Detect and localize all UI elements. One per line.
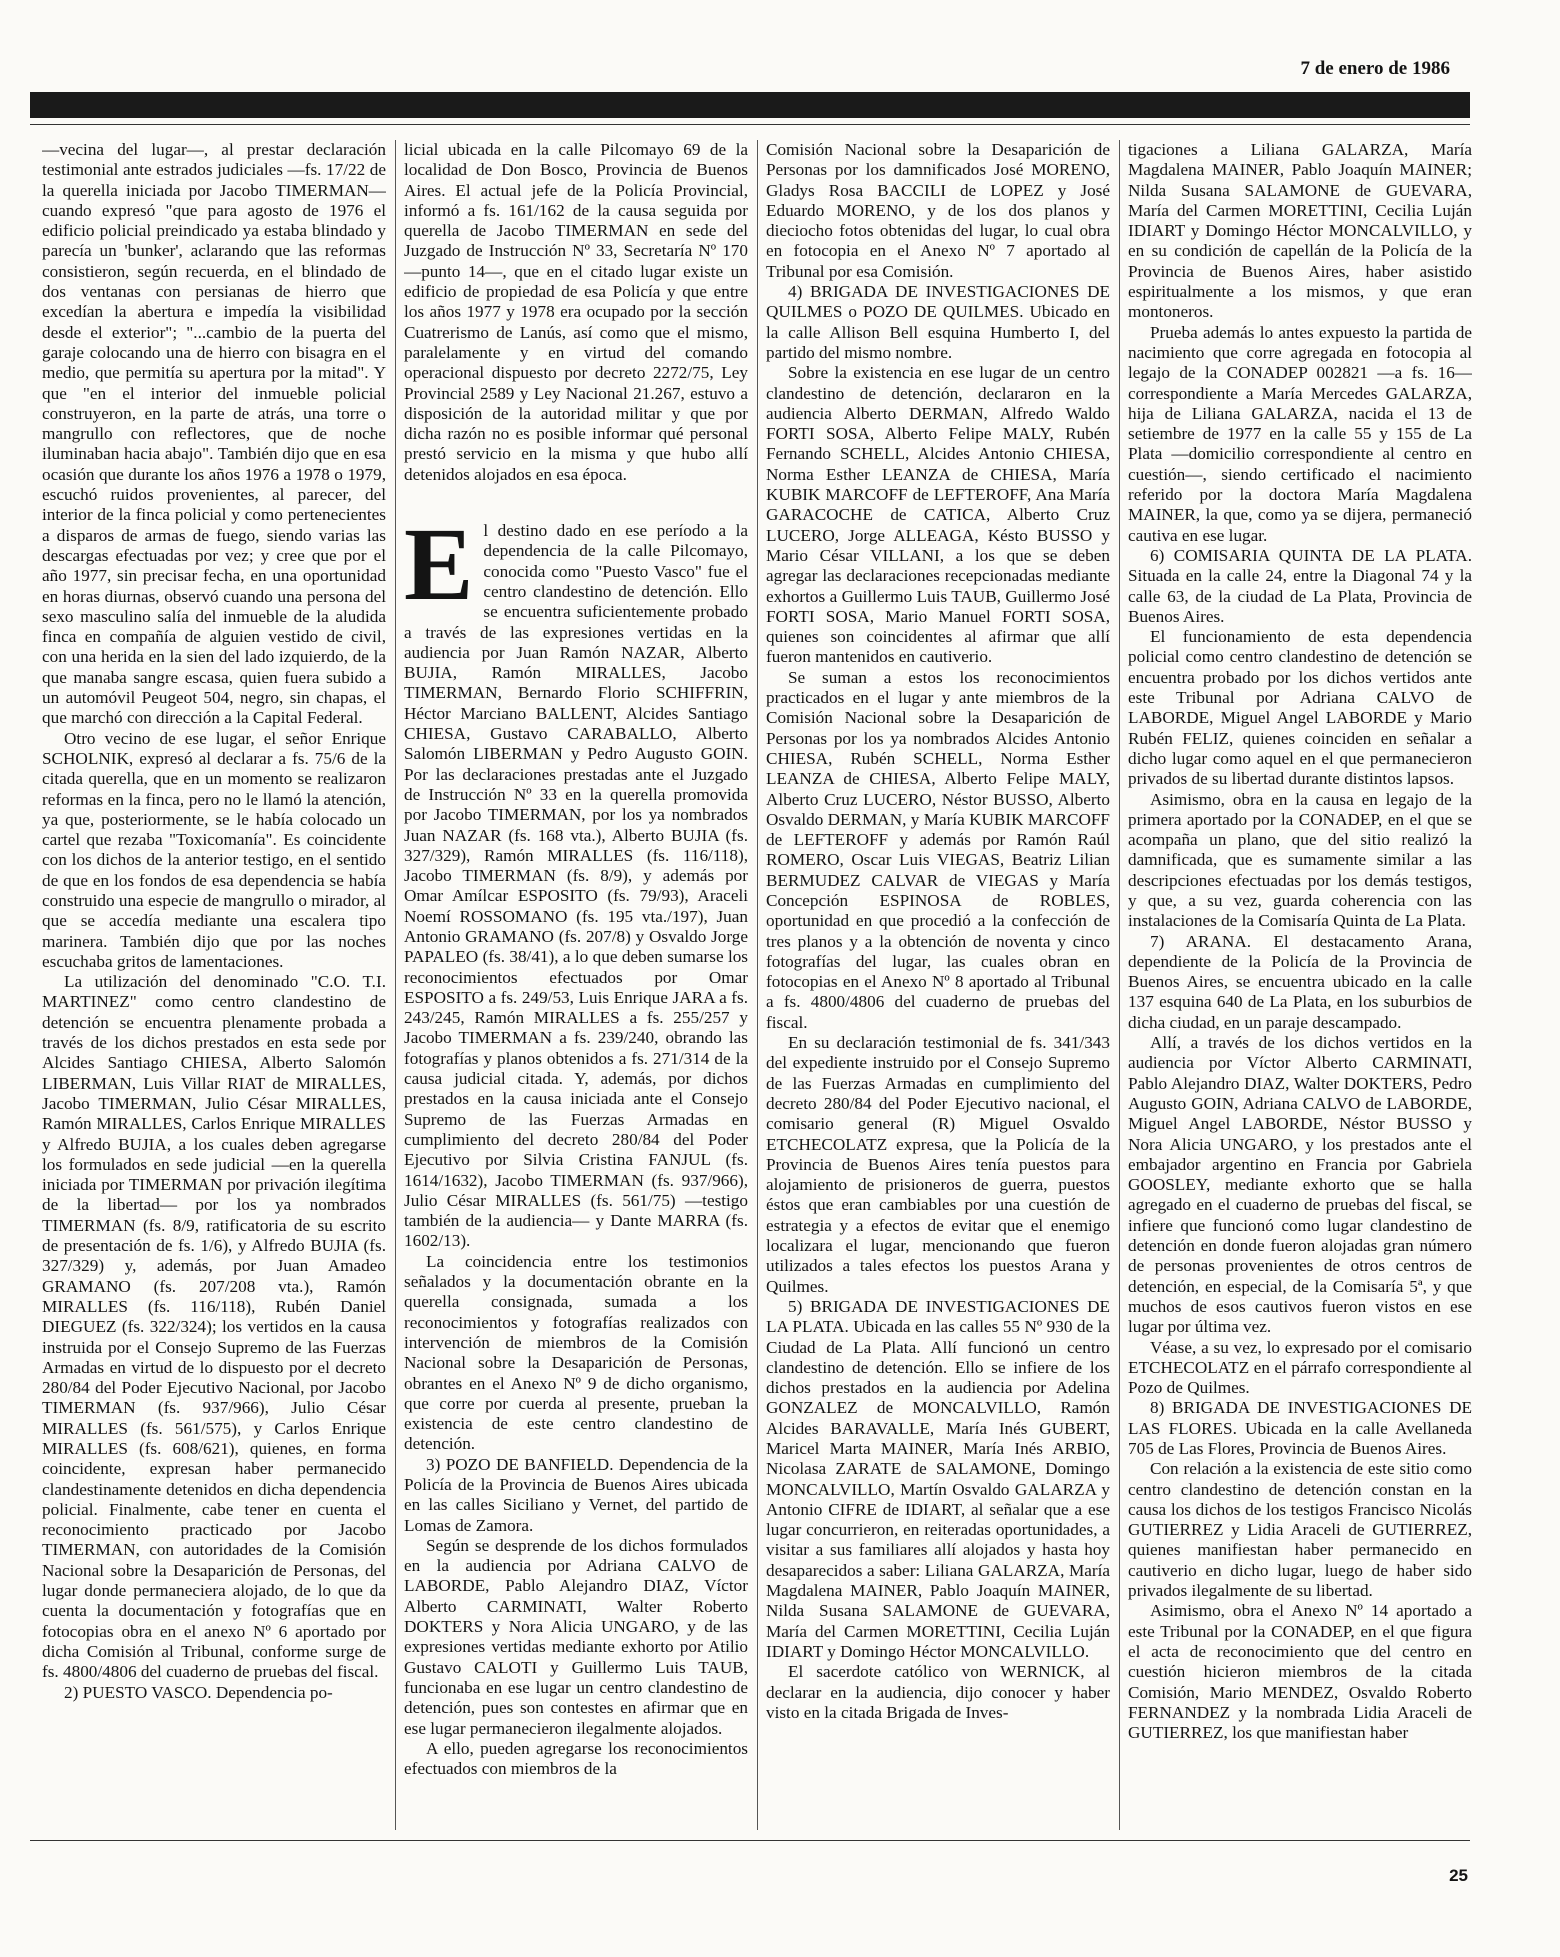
dropcap-paragraph <box>404 507 748 1252</box>
paragraph: Allí, a través de los dichos vertidos en la audiencia por Víctor Alberto CARMINATI, Pablo Alejandro DIAZ, Walter DOKTERS, Pedro Augusto GOIN, Adriana CALVO de LABORDE, Miguel Angel LABORDE, Néstor BUSSO y Nora Alicia UNGARO, y los prestados ante el embajador argentino en Francia por Gabriela GOOSLEY, mediante exhorto que se halla agregado en el cuaderno de pruebas del fiscal, se infiere que funcionó como lugar clandestino de detención en donde fueron alojadas gran número de personas provenientes de otros centros de detención, en especial, de la Comisaría 5ª, y que muchos de esos cautivos fueron vistos en ese lugar por última vez. <box>1128 1033 1472 1337</box>
header-rule <box>30 124 1470 125</box>
text-columns <box>42 140 1472 1830</box>
paragraph: licial ubicada en la calle Pilcomayo 69 de la localidad de Don Bosco, Provincia de Buenos Aires. El actual jefe de la Policía Provincial, informó a fs. 161/162 de la causa seguida por querella de Jacobo TIMERMAN en sede del Juzgado de Instrucción Nº 33, Secretaría Nº 170 —punto 14—, que en el citado lugar existe un edificio de propiedad de esa Policía y que entre los años 1977 y 1978 era ocupado por la sección Cuatrerismo de Lanús, así como que el mismo, paralelamente y en virtud del comando operacional dispuesto por decreto 2272/75, Ley Provincial 2589 y Ley Nacional 21.267, estuvo a disposición de la autoridad militar y que por dicha razón no es posible informar qué personal prestó servicio en la misma y que hubo allí detenidos alojados en esa época. <box>404 140 748 484</box>
column-3 <box>766 140 1110 1830</box>
dropcap-letter: E <box>404 507 474 623</box>
paragraph: l destino dado en ese período a la dependencia de la calle Pilcomayo, conocida como "Puesto Vasco" fue el centro clandestino de detención. Ello se encuentra suficientemente probado a través de las expresiones vertidas en la audiencia por Juan Ramón NAZAR, Alberto BUJIA, Ramón MIRALLES, Jacobo TIMERMAN, Bernardo Florio SCHIFFRIN, Héctor Marciano BALLENT, Alcides Santiago CHIESA, Gustavo CARABALLO, Alberto Salomón LIBERMAN y Pedro Augusto GOIN. Por las declaraciones prestadas ante el Juzgado de Instrucción Nº 33 en la querella promovida por Jacobo TIMERMAN, por los ya nombrados Juan NAZAR (fs. 168 vta.), Alberto BUJIA (fs. 327/329), Ramón MIRALLES (fs. 116/118), Jacobo TIMERMAN (fs. 8/9), y además por Omar Amílcar ESPOSITO (fs. 79/93), Araceli Noemí ROSSOMANO (fs. 195 vta./197), Juan Antonio GRAMANO (fs. 207/8) y Osvaldo Jorge PAPALEO (fs. 38/41), a lo que deben sumarse los reconocimientos efectuados por Omar ESPOSITO a fs. 249/53, Luis Enrique JARA a fs. 243/245, Ramón MIRALLES a fs. 255/257 y Jacobo TIMERMAN a fs. 239/240, obrando las fotografías y planos obtenidos a fs. 271/314 de la causa judicial citada. Y, además, por dichos prestados en la causa iniciada ante el Consejo Supremo de las Fuerzas Armadas en cumplimiento del decreto 280/84 del Poder Ejecutivo por Silvia Cristina FANJUL (fs. 1614/1632), Jacobo TIMERMAN (fs. 937/966), Julio César MIRALLES (fs. 561/75) —testigo también de la audiencia— y Dante MARRA (fs. 1602/13). <box>404 521 748 1251</box>
paragraph: La coincidencia entre los testimonios señalados y la documentación obrante en la querella consignada, sumada a los reconocimientos y fotografías realizados con intervención de miembros de la Comisión Nacional sobre la Desaparición de Personas, obrantes en el Anexo Nº 9 de dicho organismo, que corre por cuerda al presente, prueban la existencia de este centro clandestino de detención. <box>404 1251 748 1454</box>
footer-rule <box>30 1840 1470 1841</box>
paragraph: Otro vecino de ese lugar, el señor Enrique SCHOLNIK, expresó al declarar a fs. 75/6 de la citada querella, que en un momento se realizaron reformas en la finca, pero no le llamó la atención, ya que, posteriormente, se le había colocado un cartel que rezaba "Toxicomanía". Es coincidente con los dichos de la anterior testigo, en el sentido de que en los fondos de esa dependencia se había construido una especie de mangrullo o mirador, al que se accedía mediante una escalera tipo marinera. También dijo que por las noches escuchaba gritos de lamentaciones. <box>42 728 386 971</box>
paragraph: 6) COMISARIA QUINTA DE LA PLATA. Situada en la calle 24, entre la Diagonal 74 y la calle 63, de la ciudad de La Plata, Provincia de Buenos Aires. <box>1128 545 1472 626</box>
paragraph: 7) ARANA. El destacamento Arana, dependiente de la Policía de la Provincia de Buenos Aires, se encuentra ubicado en la calle 137 esquina 640 de La Plata, en los suburbios de dicha ciudad, en un paraje descampado. <box>1128 931 1472 1032</box>
column-4 <box>1128 140 1472 1830</box>
paragraph: tigaciones a Liliana GALARZA, María Magdalena MAINER, Pablo Joaquín MAINER; Nilda Susana SALAMONE de GUEVARA, María del Carmen MORETTINI, Cecilia Luján IDIART y Domingo Héctor MONCALVILLO, y en su condición de capellán de la Policía de la Provincia de Buenos Aires, haber asistido espiritualmente a los mismos, y que eran montoneros. <box>1128 140 1472 322</box>
paragraph: La utilización del denominado "C.O. T.I. MARTINEZ" como centro clandestino de detención se encuentra plenamente probada a través de los dichos prestados en esta sede por Alcides Santiago CHIESA, Alberto Salomón LIBERMAN, Luis Villar RIAT de MIRALLES, Jacobo TIMERMAN, Julio César MIRALLES, Ramón MIRALLES, Carlos Enrique MIRALLES y Alfredo BUJIA, a los cuales deben agregarse los formulados en sede judicial —en la querella iniciada por TIMERMAN por privación ilegítima de la libertad— por los ya nombrados TIMERMAN (fs. 8/9, ratificatoria de su escrito de presentación de fs. 1/6), y Alfredo BUJIA (fs. 327/329) y, además, por Juan Amadeo GRAMANO (fs. 207/208 vta.), Ramón MIRALLES (fs. 116/118), Rubén Daniel DIEGUEZ (fs. 322/324); los vertidos en la causa instruida por el Consejo Supremo de las Fuerzas Armadas en virtud de lo dispuesto por el decreto 280/84 del Poder Ejecutivo Nacional, por Jacobo TIMERMAN (fs. 937/966), Julio César MIRALLES (fs. 561/575), y Carlos Enrique MIRALLES (fs. 608/621), quienes, en forma coincidente, expresan haber permanecido clandestinamente detenidos en dicha dependencia policial. Finalmente, cabe tener en cuenta el reconocimiento practicado por Jacobo TIMERMAN, con autoridades de la Comisión Nacional sobre la Desaparición de Personas, del lugar donde permaneciera alojado, de lo que da cuenta la documentación y fotografías que en fotocopias obra en el anexo Nº 6 aportado por dicha Comisión al Tribunal, conforme surge de fs. 4800/4806 del cuaderno de pruebas del fiscal. <box>42 972 386 1682</box>
paragraph: Comisión Nacional sobre la Desaparición de Personas por los damnificados José MORENO, Gladys Rosa BACCILI de LOPEZ y José Eduardo MORENO, y de los dos planos y dieciocho fotos obtenidas del lugar, lo cual obra en fotocopia en el Anexo Nº 7 aportado al Tribunal por esa Comisión. <box>766 140 1110 281</box>
column-divider <box>757 140 758 1830</box>
header-bar <box>30 92 1470 118</box>
paragraph: En su declaración testimonial de fs. 341/343 del expediente instruido por el Consejo Supremo de las Fuerzas Armadas en cumplimiento del decreto 280/84 del Poder Ejecutivo nacional, el comisario general (R) Miguel Osvaldo ETCHECOLATZ expresa, que la Policía de la Provincia de Buenos Aires tenía puestos para alojamiento de prisioneros de guerra, puestos éstos que eran cambiables por una cuestión de estrategia y a efectos de evitar que el enemigo localizara el lugar, mencionando que fueron utilizados a tales efectos los puestos Arana y Quilmes. <box>766 1033 1110 1296</box>
paragraph: Con relación a la existencia de este sitio como centro clandestino de detención constan en la causa los dichos de los testigos Francisco Nicolás GUTIERREZ y Lidia Araceli de GUTIERREZ, quienes manifiestan haber permanecido en cautiverio en dicho lugar, luego de haber sido privados ilegalmente de su libertad. <box>1128 1459 1472 1601</box>
paragraph: Según se desprende de los dichos formulados en la audiencia por Adriana CALVO de LABORDE, Pablo Alejandro DIAZ, Víctor Alberto CARMINATI, Walter Roberto DOKTERS y Nora Alicia UNGARO, y de las expresiones vertidas mediante exhorto por Atilio Gustavo CALOTI y Guillermo Luis TAUB, funcionaba en ese lugar un centro clandestino de detención, pues son contestes en afirmar que en ese lugar permanecieron ilegalmente alojados. <box>404 1535 748 1738</box>
column-divider <box>395 140 396 1830</box>
paragraph: Se suman a estos los reconocimientos practicados en el lugar y ante miembros de la Comisión Nacional sobre la Desaparición de Personas por los ya nombrados Alcides Antonio CHIESA, Rubén SCHELL, Norma Esther LEANZA de CHIESA, Alberto Felipe MALY, Alberto Cruz LUCERO, Néstor BUSSO, Alberto Osvaldo DERMAN, y María KUBIK MARCOFF de LEFTEROFF y además por Ramón Raúl ROMERO, Oscar Luis VIEGAS, Beatriz Lilian BERMUDEZ CALVAR de VIEGAS y María Concepción ESPINOSA de ROBLES, oportunidad en que procedió a la confección de tres planos y a la obtención de noventa y cinco fotografías del lugar, las cuales obran en fotocopias en el Anexo Nº 8 aportado al Tribunal a fs. 4800/4806 del cuaderno de pruebas del fiscal. <box>766 667 1110 1032</box>
paragraph: Asimismo, obra en la causa en legajo de la primera aportado por la CONADEP, en el que se acompaña un plano, que del sitio realizó la damnificada, que es sumamente similar a las descripciones efectuadas por los demás testigos, y que, a su vez, guarda coherencia con las instalaciones de la Comisaría Quinta de La Plata. <box>1128 789 1472 931</box>
paragraph: Prueba además lo antes expuesto la partida de nacimiento que corre agregada en fotocopia al legajo de la CONADEP 002821 —a fs. 16— correspondiente a María Mercedes GALARZA, hija de Liliana GALARZA, nacida el 13 de setiembre de 1977 en la calle 55 y 155 de La Plata —domicilio correspondiente al centro en cuestión—, siendo certificado el nacimiento referido por la doctora María Magdalena MAINER, la que, como ya se dijera, permaneció cautiva en ese lugar. <box>1128 322 1472 545</box>
paragraph: A ello, pueden agregarse los reconocimientos efectuados con miembros de la <box>404 1738 748 1779</box>
paragraph: 2) PUESTO VASCO. Dependencia po- <box>64 1682 333 1702</box>
page-number: 25 <box>1449 1866 1468 1885</box>
column-divider <box>1119 140 1120 1830</box>
paragraph: Véase, a su vez, lo expresado por el comisario ETCHECOLATZ en el párrafo correspondiente al Pozo de Quilmes. <box>1128 1337 1472 1398</box>
paragraph: 5) BRIGADA DE INVESTIGACIONES DE LA PLATA. Ubicada en las calles 55 Nº 930 de la Ciudad de La Plata. Allí funcionó un centro clandestino de detención. Ello se infiere de los dichos prestados en la audiencia por Adelina GONZALEZ de MONCALVILLO, Ramón Alcides BARAVALLE, María Inés GUBERT, Maricel Marta MAINER, María Inés ARBIO, Nicolasa ZARATE de SALAMONE, Domingo MONCALVILLO, Martín Osvaldo GALARZA y Antonio CIFRE de IDIART, al señalar que a ese lugar concurrieron, en reiteradas oportunidades, a visitar a sus familiares allí alojados y hasta hoy desaparecidos a saber: Liliana GALARZA, María Magdalena MAINER, Pablo Joaquín MAINER, Nilda Susana SALAMONE de GUEVARA, María del Carmen MORETTINI, Cecilia Luján IDIART y Domingo Héctor MONCALVILLO. <box>766 1296 1110 1661</box>
paragraph: El funcionamiento de esta dependencia policial como centro clandestino de detención se encuentra probado por los dichos vertidos ante este Tribunal por Adriana CALVO de LABORDE, Miguel Angel LABORDE y Mario Rubén FELIZ, quienes coinciden en señalar a dicho lugar como aquel en el que permanecieron privados de su libertad durante distintos lapsos. <box>1128 627 1472 789</box>
paragraph: 3) POZO DE BANFIELD. Dependencia de la Policía de la Provincia de Buenos Aires ubicada en las calles Siciliano y Vernet, del partido de Lomas de Zamora. <box>404 1454 748 1535</box>
paragraph: 4) BRIGADA DE INVESTIGACIONES DE QUILMES o POZO DE QUILMES. Ubicado en la calle Allison Bell esquina Humberto I, del partido del mismo nombre. <box>766 282 1110 362</box>
page-date: 7 de enero de 1986 <box>1300 58 1450 79</box>
paragraph: El sacerdote católico von WERNICK, al declarar en la audiencia, dijo conocer y haber visto en la citada Brigada de Inves- <box>766 1662 1110 1722</box>
column-1 <box>42 140 386 1830</box>
paragraph: Sobre la existencia en ese lugar de un centro clandestino de detención, declararon en la audiencia Alberto DERMAN, Alfredo Waldo FORTI SOSA, Alberto Felipe MALY, Rubén Fernando SCHELL, Alcides Antonio CHIESA, Norma Esther LEANZA de CHIESA, María KUBIK MARCOFF de LEFTEROFF, Ana María GARACOCHE de CATICA, Alberto Cruz LUCERO, Jorge ALLEAGA, Késto BUSSO y Mario César VILLANI, a los que se deben agregar las declaraciones recepcionadas mediante exhortos a Guillermo Luis TAUB, Guillermo José FORTI SOSA, Mario Manuel FORTI SOSA, quienes son coincidentes al afirmar que allí fueron mantenidos en cautiverio. <box>766 363 1110 667</box>
paragraph: Asimismo, obra el Anexo Nº 14 aportado a este Tribunal por la CONADEP, en el que figura el acta de reconocimiento que del centro en cuestión hicieron miembros de la citada Comisión, Mario MENDEZ, Osvaldo Roberto FERNANDEZ y la nombrada Lidia Araceli de GUTIERREZ, los que manifiestan haber <box>1128 1601 1472 1743</box>
column-2 <box>404 140 748 1830</box>
paragraph: 8) BRIGADA DE INVESTIGACIONES DE LAS FLORES. Ubicada en la calle Avellaneda 705 de Las Flores, Provincia de Buenos Aires. <box>1128 1398 1472 1458</box>
paragraph: —vecina del lugar—, al prestar declaración testimonial ante estrados judiciales —fs. 17/22 de la querella iniciada por Jacobo TIMERMAN— cuando expresó "que para agosto de 1976 el edificio policial preindicado ya estaba blindado y parecía un 'bunker', aclarando que las reformas consistieron, según recuerda, en el blindado de dos ventanas con persianas de hierro que excedían la abertura e impedía la visibilidad desde el exterior"; "...cambio de la puerta del garaje colocando una de hierro con bisagra en el medio, que permitía su apertura por la mitad". Y que "en el interior del inmueble policial construyeron, en la parte de atrás, una torre o mangrullo con reflectores, que de noche iluminaban hacia abajo". También dijo que en esa ocasión que durante los años 1976 a 1978 o 1979, escuchó ruidos provenientes, al parecer, del interior de la finca policial y como pertenecientes a disparos de armas de fuego, siendo varias las descargas efectuadas por vez; y cree que por el año 1977, sin precisar fecha, en una oportunidad en horas diurnas, observó cuando una persona del sexo masculino salía del inmueble de la aludida finca en compañía de alguien vestido de civil, con una herida en la sien del lado izquierdo, de la que manaba sangre escasa, quien fuera subido a un automóvil Peugeot 504, negro, sin chapas, el que marchó con dirección a la Capital Federal. <box>42 140 386 728</box>
